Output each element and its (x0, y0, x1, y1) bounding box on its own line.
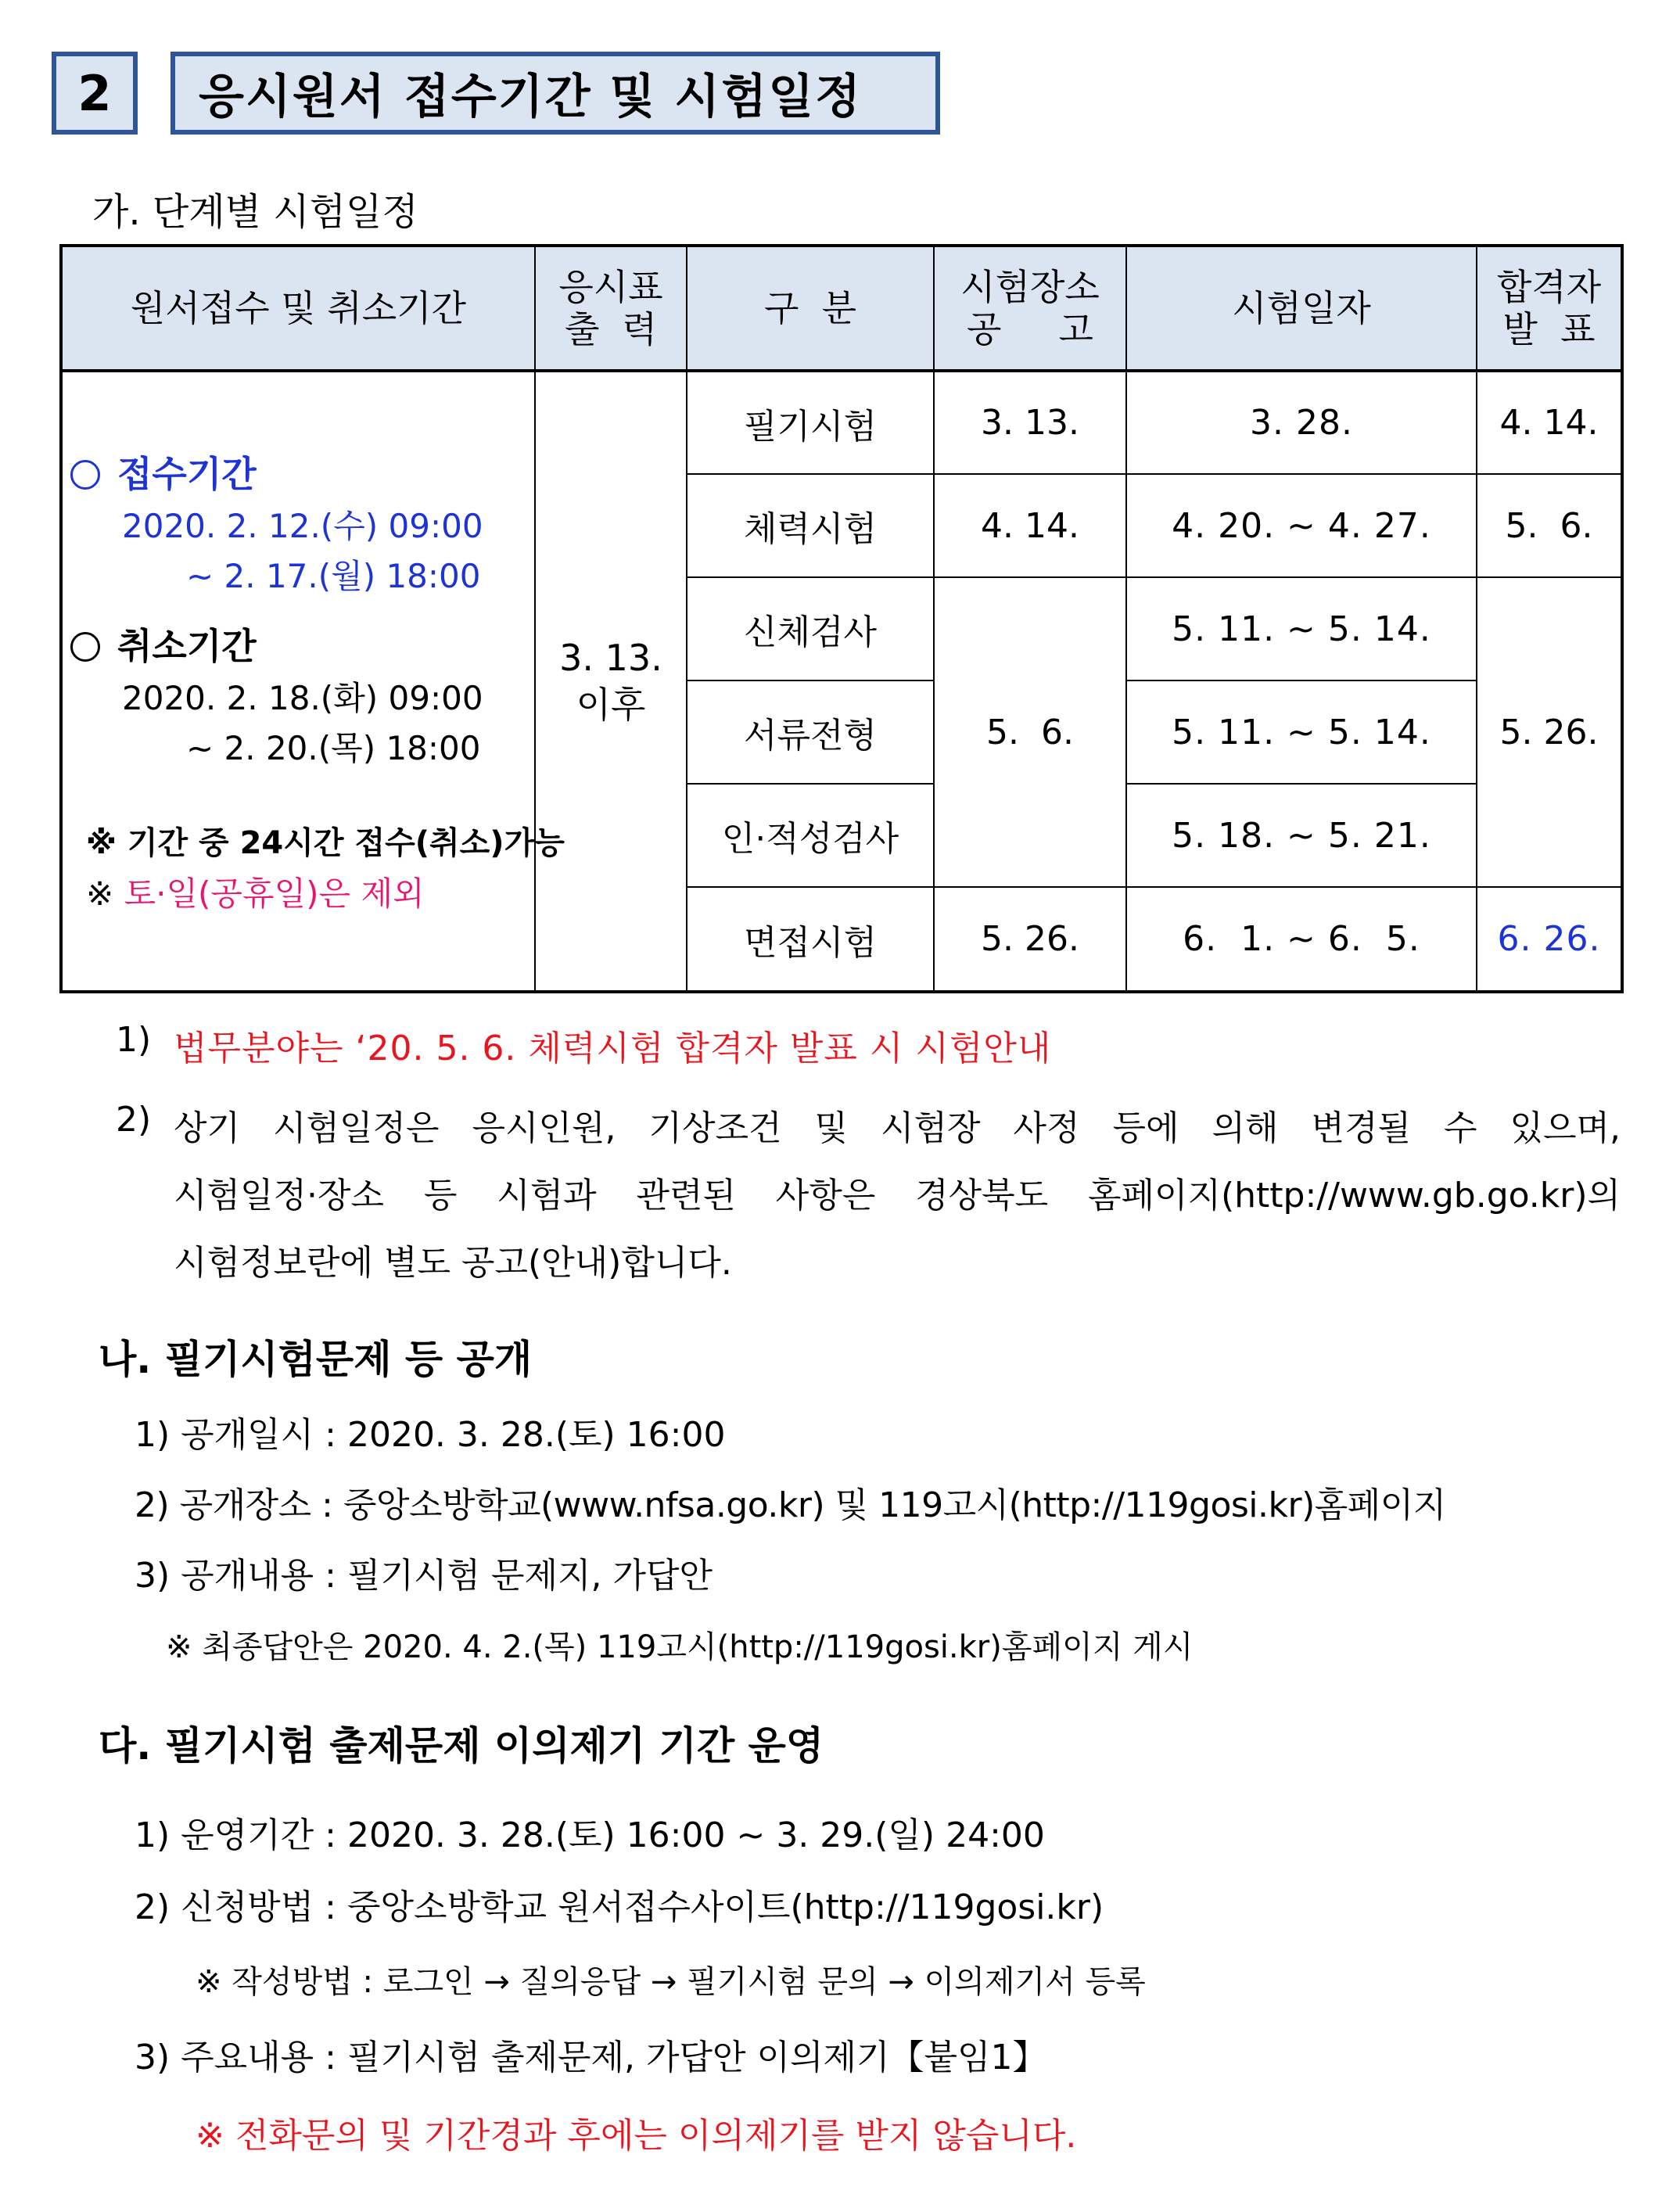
na-note: ※ 최종답안은 2020. 4. 2.(목) 119고시(http://119gosi.kr)홈페이지 게시 (166, 1629, 1194, 1665)
apply-title: 접수기간 (117, 453, 257, 495)
result-medical-docs-aptitude: 5. 26. (1477, 577, 1622, 887)
da-item2: 2) 신청방법 : 중앙소방학교 원서접수사이트(http://119gosi.kr) (135, 1887, 1104, 1927)
header-venue-line1: 시험장소 (960, 266, 1100, 308)
section-number-box (52, 52, 138, 135)
da-item3: 3) 주요내용 : 필기시험 출제문제, 가답안 이의제기【붙임1】 (135, 2038, 1047, 2077)
section-title-box (171, 52, 940, 135)
da-item1: 1) 운영기간 : 2020. 3. 28.(토) 16:00 ~ 3. 29.(일) 24:00 (135, 1815, 1045, 1855)
na-item2: 2) 공개장소 : 중앙소방학교(www.nfsa.go.kr) 및 119고시(http://119gosi.kr)홈페이지 (135, 1485, 1446, 1525)
header-exam-date: 시험일자 (1126, 246, 1477, 371)
note2-line1: 상기 시험일정은 응시인원, 기상조건 및 시험장 사정 등에 의해 변경될 수 있으며, (174, 1108, 1621, 1148)
da-warning: ※ 전화문의 및 기간경과 후에는 이의제기를 받지 않습니다. (196, 2116, 1077, 2156)
table-header-row (61, 246, 1622, 371)
print-date-line2: 이후 (576, 684, 646, 726)
heading-ga: 가. 단계별 시험일정 (92, 190, 418, 234)
category-medical: 신체검사 (687, 577, 934, 680)
header-venue-line2: 공 고 (967, 308, 1093, 350)
category-documents: 서류전형 (687, 680, 934, 784)
note-24h: ※ 기간 중 24시간 접수(취소)가능 (86, 825, 565, 861)
print-date-line1: 3. 13. (559, 637, 662, 679)
header-print (535, 246, 687, 371)
note-weekend-mark: ※ (86, 874, 124, 913)
apply-line2: ~ 2. 17.(월) 18:00 (186, 557, 481, 595)
note2-line3: 시험정보란에 별도 공고(안내)합니다. (174, 1243, 732, 1283)
na-item3: 3) 공개내용 : 필기시험 문제지, 가답안 (135, 1556, 713, 1596)
heading-da: 다. 필기시험 출제문제 이의제기 기간 운영 (99, 1723, 824, 1769)
note1-number: 1) (116, 1020, 152, 1060)
venue-written: 3. 13. (934, 371, 1126, 474)
header-venue (934, 246, 1126, 371)
venue-medical-docs-aptitude: 5. 6. (934, 577, 1126, 887)
note2-line2: 시험일정·장소 등 시험과 관련된 사항은 경상북도 홈페이지(http://www.gb.go.kr)의 (174, 1176, 1621, 1216)
category-written: 필기시험 (687, 371, 934, 474)
result-written: 4. 14. (1477, 371, 1622, 474)
venue-interview: 5. 26. (934, 887, 1126, 992)
table-row (61, 371, 1622, 474)
result-interview: 6. 26. (1477, 887, 1622, 992)
exam-medical: 5. 11. ~ 5. 14. (1126, 577, 1477, 680)
venue-physical: 4. 14. (934, 474, 1126, 577)
apply-line1: 2020. 2. 12.(수) 09:00 (122, 507, 483, 545)
header-result-line1: 합격자 (1496, 266, 1602, 308)
header-result-line2: 발 표 (1502, 308, 1596, 350)
circle-bullet-icon (70, 460, 100, 490)
apply-heading (70, 446, 257, 497)
section-title: 응시원서 접수기간 및 시험일정 (199, 70, 863, 124)
result-physical: 5. 6. (1477, 474, 1622, 577)
exam-documents: 5. 11. ~ 5. 14. (1126, 680, 1477, 784)
note-weekend (86, 868, 425, 915)
exam-written: 3. 28. (1126, 371, 1477, 474)
category-aptitude: 인·적성검사 (687, 784, 934, 887)
header-period: 원서접수 및 취소기간 (61, 246, 535, 371)
exam-interview: 6. 1. ~ 6. 5. (1126, 887, 1477, 992)
exam-schedule-table (59, 244, 1624, 993)
header-print-line2: 출 력 (564, 308, 658, 350)
category-interview: 면접시험 (687, 887, 934, 992)
na-item1: 1) 공개일시 : 2020. 3. 28.(토) 16:00 (135, 1415, 726, 1455)
exam-aptitude: 5. 18. ~ 5. 21. (1126, 784, 1477, 887)
heading-na: 나. 필기시험문제 등 공개 (99, 1337, 533, 1382)
section-number: 2 (77, 64, 112, 122)
cancel-heading (70, 618, 257, 670)
cancel-line2: ~ 2. 20.(목) 18:00 (186, 729, 481, 767)
note1-text: 법무분야는 ‘20. 5. 6. 체력시험 합격자 발표 시 시험안내 (174, 1029, 1052, 1068)
print-date-cell (535, 371, 687, 992)
da-note: ※ 작성방법 : 로그인 → 질의응답 → 필기시험 문의 → 이의제기서 등록 (196, 1964, 1146, 2000)
cancel-line1: 2020. 2. 18.(화) 09:00 (122, 679, 483, 717)
circle-bullet-icon (70, 632, 100, 662)
header-print-line1: 응시표 (558, 266, 663, 308)
note-weekend-text: 토·일(공휴일)은 제외 (124, 874, 425, 913)
cancel-title: 취소기간 (117, 625, 257, 667)
header-result (1477, 246, 1622, 371)
header-category: 구 분 (687, 246, 934, 371)
exam-physical: 4. 20. ~ 4. 27. (1126, 474, 1477, 577)
category-physical: 체력시험 (687, 474, 934, 577)
period-cell (61, 371, 565, 992)
note2-number: 2) (116, 1100, 152, 1140)
